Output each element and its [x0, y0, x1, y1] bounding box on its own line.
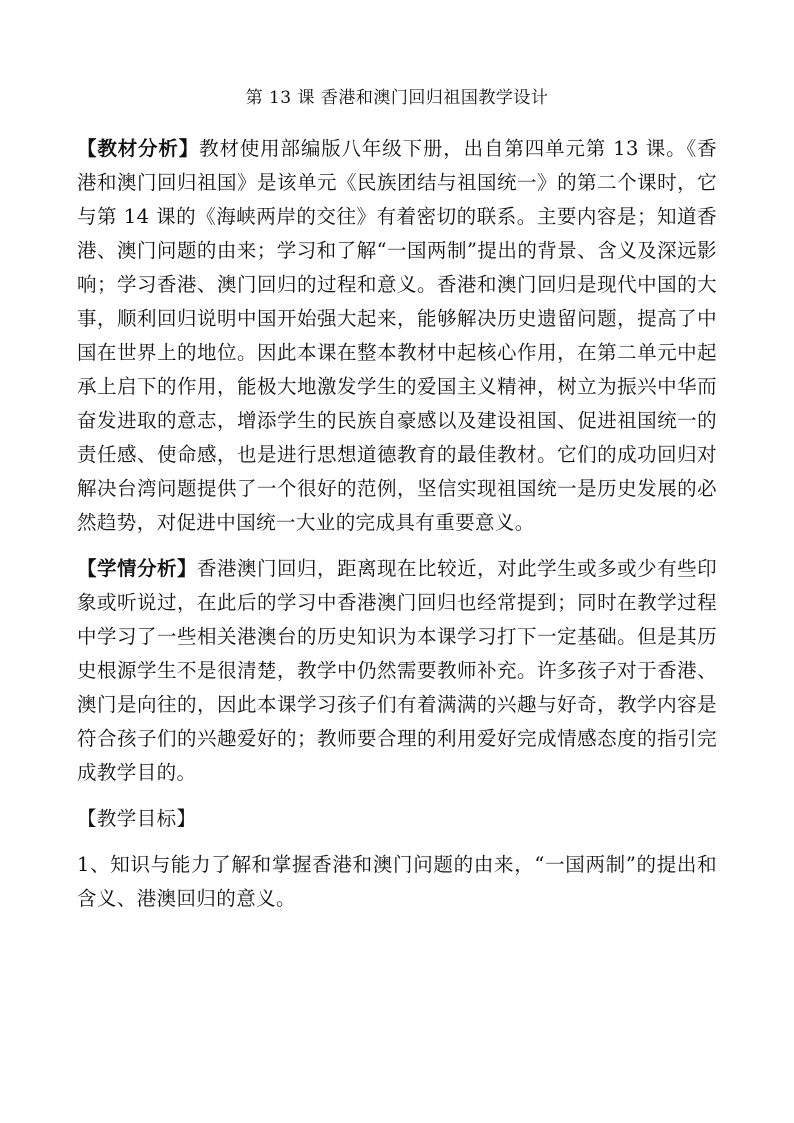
section-goal-knowledge: [77, 848, 717, 916]
section-text: 香港澳门回归，距离现在比较近，对此学生或多或少有些印象或听说过，在此后的学习中香港澳门回归也经常提到；同时在教学过程中学习了一些相关港澳台的历史知识为本课学习打下一定基础。但是其历史根源学生不是很清楚，教学中仍然需要教师补充。许多孩子对于香港、澳门是向往的，因此本课学习孩子们有着满满的兴趣与好奇，教学内容是符合孩子们的兴趣爱好的；教师要合理的利用爱好完成情感态度的指引完成教学目的。: [77, 557, 718, 784]
section-label: 【学情分析】: [77, 557, 198, 580]
document-body: [77, 132, 717, 928]
document-title: 第 13 课 香港和澳门回归祖国教学设计: [245, 88, 549, 108]
section-textbook-analysis: [77, 132, 717, 540]
section-student-analysis: [77, 552, 717, 790]
section-label: 【教材分析】: [77, 137, 200, 160]
section-label: 【教学目标】: [77, 807, 197, 830]
section-teaching-goals: [77, 802, 717, 836]
section-text: 1、知识与能力了解和掌握香港和澳门问题的由来，“一国两制”的提出和含义、港澳回归的意义。: [77, 853, 717, 910]
section-text: 教材使用部编版八年级下册，出自第四单元第 13 课。《香港和澳门回归祖国》是该单元《民族团结与祖国统一》的第二个课时，它与第 14 课的《海峡两岸的交往》有着密切的联系。主要内容是；知道香港、澳门问题的由来；学习和了解“一国两制”提出的背景、含义及深远影响；学习香港、澳门回归的过程和意义。香港和澳门回归是现代中国的大事，顺利回归说明中国开始强大起来，能够解决历史遗留问题，提高了中国在世界上的地位。因此本课在整本教材中起核心作用，在第二单元中起承上启下的作用，能极大地激发学生的爱国主义精神，树立为振兴中华而奋发进取的意志，增添学生的民族自豪感以及建设祖国、促进祖国统一的责任感、使命感，也是进行思想道德教育的最佳教材。它们的成功回归对解决台湾问题提供了一个很好的范例，坚信实现祖国统一是历史发展的必然趋势，对促进中国统一大业的完成具有重要意义。: [77, 137, 717, 534]
